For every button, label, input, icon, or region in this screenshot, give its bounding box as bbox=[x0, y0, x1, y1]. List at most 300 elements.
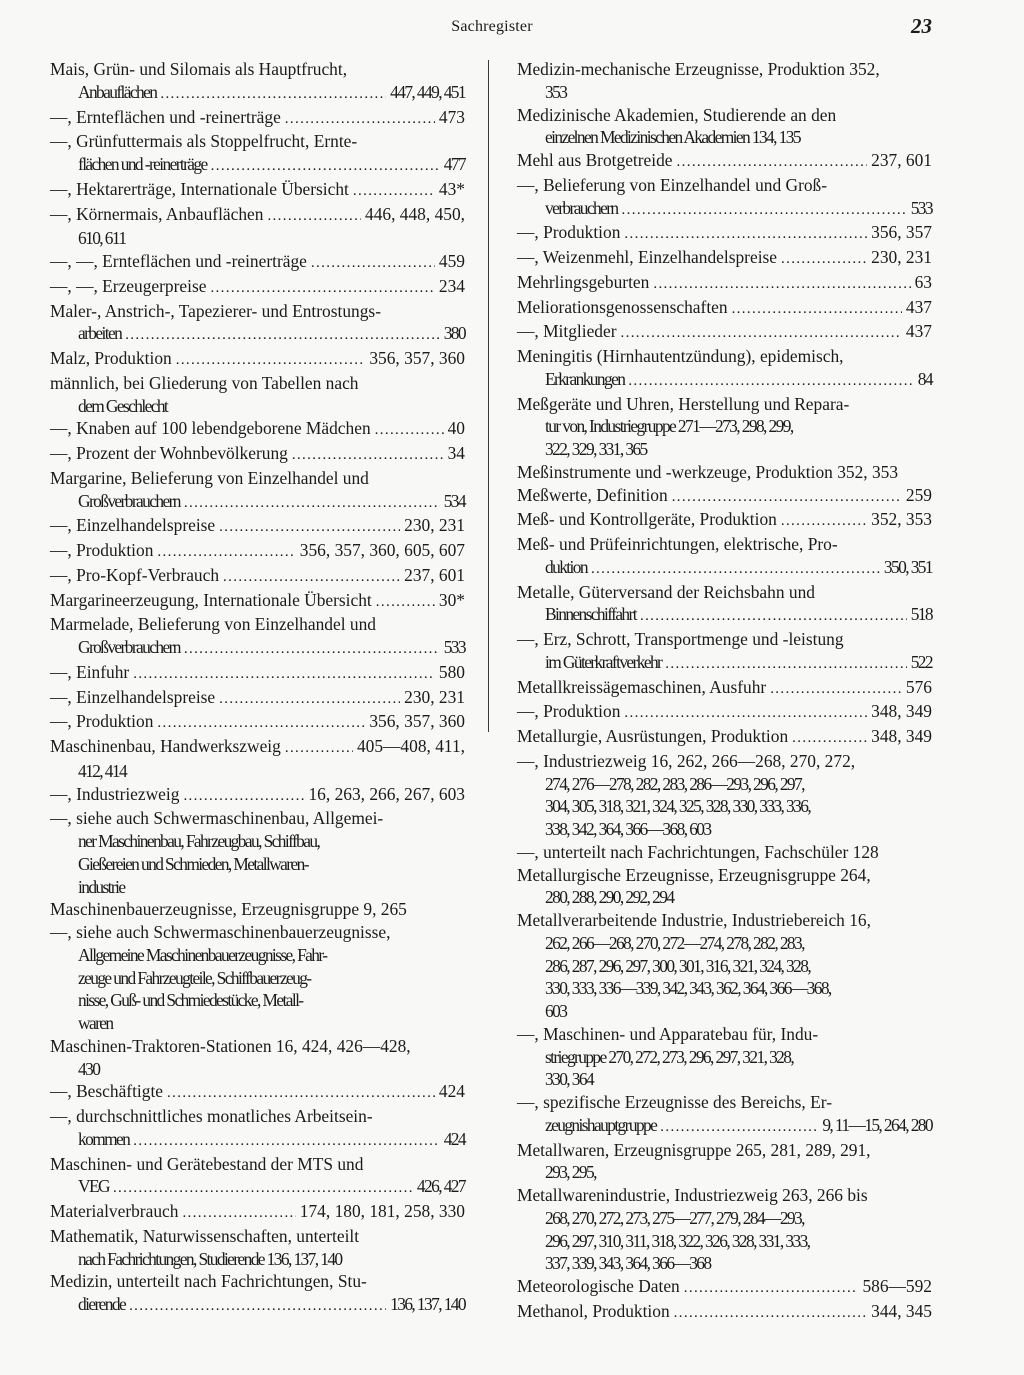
entry-text: Meßwerte, Definition bbox=[517, 484, 668, 505]
dot-leader bbox=[183, 783, 304, 808]
entry-text: Erkrankungen bbox=[545, 368, 625, 389]
entry-continuation bbox=[50, 853, 465, 876]
entry-text: 430 bbox=[78, 1058, 100, 1079]
entry-text: —, Produktion bbox=[50, 540, 154, 560]
dot-leader bbox=[285, 106, 435, 131]
index-entry bbox=[517, 1184, 932, 1275]
entry-text: Maschinen-Traktoren-Stationen 16, 424, 426—428, bbox=[50, 1035, 411, 1056]
entry-text: duktion bbox=[545, 556, 587, 577]
page-references: 437 bbox=[905, 321, 932, 342]
entry-continuation bbox=[50, 830, 465, 853]
index-entry bbox=[50, 58, 465, 106]
index-entry bbox=[50, 735, 465, 783]
entry-text: Margarineerzeugung, Internationale Übersicht bbox=[50, 589, 372, 610]
entry-text: Maschinenbau, Handwerkszweig bbox=[50, 736, 281, 756]
index-entry bbox=[50, 372, 465, 418]
entry-continuation bbox=[517, 438, 932, 461]
entry-text: 274, 276—278, 282, 283, 286—293, 296, 297, bbox=[545, 773, 804, 794]
entry-text: ner Maschinenbau, Fahrzeugbau, Schiffbau, bbox=[78, 831, 320, 851]
page-references: 576 bbox=[905, 676, 932, 697]
page-header bbox=[0, 14, 1024, 40]
dot-leader bbox=[674, 1300, 867, 1325]
page-references: 230, 231 bbox=[404, 686, 465, 707]
page-references: 30* bbox=[438, 589, 465, 610]
page-references: 356, 357, 360, 605, 607 bbox=[299, 540, 465, 560]
dot-leader bbox=[157, 539, 295, 564]
entry-text: Binnenschiffahrt bbox=[545, 604, 636, 625]
entry-text: —, Industriezweig 16, 262, 266—268, 270, 272, bbox=[517, 750, 856, 771]
index-entry bbox=[50, 178, 465, 203]
entry-heading bbox=[517, 345, 932, 368]
page-references: 518 bbox=[910, 604, 932, 625]
page-references: 34 bbox=[447, 443, 465, 463]
entry-heading bbox=[517, 581, 932, 604]
entry-heading bbox=[50, 710, 465, 735]
entry-heading bbox=[517, 700, 932, 725]
entry-text: —, Pro-Kopf-Verbrauch bbox=[50, 564, 220, 585]
entry-text: 338, 342, 364, 366—368, 603 bbox=[545, 819, 711, 839]
entry-text: verbrauchern bbox=[545, 197, 618, 218]
entry-text: Malz, Produktion bbox=[50, 348, 172, 368]
index-entry bbox=[517, 1023, 932, 1091]
entry-heading bbox=[50, 613, 465, 636]
entry-text: Meßinstrumente und -werkzeuge, Produktion 352, 353 bbox=[517, 461, 899, 482]
entry-text: Anbauflächen bbox=[78, 81, 157, 102]
index-entry bbox=[50, 300, 465, 348]
entry-text: —, Ernteflächen und -reinerträge bbox=[50, 106, 281, 127]
dot-leader bbox=[628, 368, 913, 393]
entry-heading bbox=[517, 864, 932, 887]
entry-heading bbox=[50, 178, 465, 203]
entry-continuation bbox=[517, 1252, 932, 1275]
entry-continuation bbox=[50, 490, 465, 515]
entry-heading bbox=[50, 1270, 465, 1293]
page-references: 234 bbox=[438, 275, 465, 296]
entry-continuation bbox=[517, 795, 932, 818]
page-references: 230, 231 bbox=[871, 247, 932, 267]
entry-heading bbox=[517, 1139, 932, 1162]
entry-continuation bbox=[50, 81, 465, 106]
page-references: 437 bbox=[905, 296, 932, 317]
entry-text: kommen bbox=[78, 1128, 130, 1149]
dot-leader bbox=[653, 271, 910, 296]
page-references: 350, 351 bbox=[883, 556, 932, 577]
entry-text: —, Einzelhandelspreise bbox=[50, 686, 216, 707]
entry-text: Metallwarenindustrie, Industriezweig 263, 266 bis bbox=[517, 1185, 868, 1205]
entry-heading bbox=[50, 442, 465, 467]
entry-heading bbox=[517, 909, 932, 932]
page-references: 380 bbox=[443, 323, 465, 344]
page-references: 344, 345 bbox=[871, 1300, 932, 1321]
entry-heading bbox=[517, 221, 932, 246]
entry-text: Maschinen- und Gerätebestand der MTS und bbox=[50, 1153, 364, 1174]
page-references: 522 bbox=[910, 651, 932, 672]
entry-heading bbox=[517, 628, 932, 651]
entry-heading bbox=[50, 1225, 465, 1248]
dot-leader bbox=[640, 603, 907, 628]
entry-heading bbox=[50, 898, 465, 921]
page-references: 580 bbox=[438, 661, 465, 682]
entry-text: tur von, Industriegruppe 271—273, 298, 299, bbox=[545, 416, 793, 437]
index-entry bbox=[517, 1275, 932, 1300]
index-entry bbox=[517, 1300, 932, 1325]
entry-heading bbox=[50, 300, 465, 323]
entry-heading bbox=[517, 725, 932, 750]
entry-continuation bbox=[517, 1230, 932, 1253]
entry-continuation bbox=[50, 322, 465, 347]
index-entry bbox=[517, 320, 932, 345]
entry-text: 304, 305, 318, 321, 324, 325, 328, 330, 333, 336, bbox=[545, 796, 811, 817]
dot-leader bbox=[125, 322, 440, 347]
entry-text: Margarine, Belieferung von Einzelhandel und bbox=[50, 467, 369, 488]
entry-continuation bbox=[517, 415, 932, 438]
index-entry bbox=[517, 1091, 932, 1139]
entry-text: Medizinische Akademien, Studierende an den bbox=[517, 104, 837, 125]
entry-continuation bbox=[50, 876, 465, 899]
entry-heading bbox=[50, 372, 465, 395]
dot-leader bbox=[182, 1200, 295, 1225]
entry-text: Mehrlingsgeburten bbox=[517, 271, 650, 292]
entry-text: —, siehe auch Schwermaschinenbauerzeugnisse, bbox=[50, 922, 391, 942]
dot-leader bbox=[660, 1114, 818, 1139]
entry-continuation bbox=[50, 944, 465, 967]
page-references: 16, 263, 266, 267, 603 bbox=[308, 783, 465, 804]
dot-leader bbox=[210, 275, 434, 300]
entry-heading bbox=[50, 783, 465, 808]
entry-continuation bbox=[50, 1128, 465, 1153]
entry-text: Meteorologische Daten bbox=[517, 1276, 680, 1296]
entry-continuation bbox=[517, 126, 932, 149]
entry-text: —, siehe auch Schwermaschinenbau, Allgemei- bbox=[50, 808, 384, 829]
page-references: 356, 357, 360 bbox=[369, 711, 465, 732]
index-column-right bbox=[517, 58, 932, 1325]
entry-continuation bbox=[50, 1058, 465, 1081]
entry-heading bbox=[50, 1105, 465, 1128]
entry-heading bbox=[50, 130, 465, 153]
entry-text: 353 bbox=[545, 81, 567, 102]
entry-heading bbox=[517, 174, 932, 197]
index-entry bbox=[50, 807, 465, 898]
entry-heading bbox=[517, 841, 932, 864]
dot-leader bbox=[129, 1293, 386, 1318]
page-references: 424 bbox=[443, 1128, 465, 1149]
page-references: 356, 357 bbox=[871, 222, 932, 243]
entry-heading bbox=[50, 467, 465, 490]
entry-continuation bbox=[50, 760, 465, 783]
dot-leader bbox=[684, 1275, 859, 1300]
page-references: 9, 11—15, 264, 280 bbox=[822, 1114, 932, 1135]
entry-text: Großverbrauchern bbox=[78, 637, 180, 657]
entry-text: —, Hektarerträge, Internationale Übersicht bbox=[50, 178, 349, 199]
index-entry bbox=[50, 1035, 465, 1081]
entry-heading bbox=[50, 347, 465, 372]
dot-leader bbox=[113, 1175, 413, 1200]
dot-leader bbox=[211, 153, 440, 178]
entry-continuation bbox=[50, 1175, 465, 1200]
entry-continuation bbox=[50, 1012, 465, 1035]
entry-text: —, durchschnittliches monatliches Arbeitsein- bbox=[50, 1106, 373, 1126]
entry-text: —, Produktion bbox=[517, 701, 621, 722]
entry-heading bbox=[517, 58, 932, 81]
entry-text: —, Industriezweig bbox=[50, 783, 180, 804]
entry-text: —, Belieferung von Einzelhandel und Groß- bbox=[517, 174, 828, 195]
entry-continuation bbox=[50, 153, 465, 178]
entry-heading bbox=[50, 539, 465, 564]
index-entry bbox=[50, 1270, 465, 1318]
index-entry bbox=[517, 296, 932, 321]
index-entry bbox=[50, 203, 465, 251]
entry-text: Gießereien und Schmieden, Metallwaren- bbox=[78, 853, 308, 874]
entry-text: arbeiten bbox=[78, 323, 122, 344]
entry-text: flächen und -reinerträge bbox=[78, 154, 207, 174]
entry-text: nisse, Guß- und Schmiedestücke, Metall- bbox=[78, 990, 303, 1011]
page-number: 23 bbox=[911, 14, 932, 38]
entry-text: männlich, bei Gliederung von Tabellen nach bbox=[50, 372, 359, 393]
entry-text: Medizin, unterteilt nach Fachrichtungen, Stu- bbox=[50, 1271, 367, 1292]
index-entry bbox=[50, 921, 465, 1035]
dot-leader bbox=[624, 700, 867, 725]
index-entry bbox=[517, 700, 932, 725]
page-references: 534 bbox=[443, 490, 465, 511]
index-entry bbox=[50, 539, 465, 564]
entry-continuation bbox=[517, 773, 932, 796]
entry-continuation bbox=[517, 556, 932, 581]
page-references: 348, 349 bbox=[871, 701, 932, 722]
entry-continuation bbox=[50, 967, 465, 990]
entry-continuation bbox=[517, 368, 932, 393]
index-entry bbox=[517, 393, 932, 461]
entry-text: Metallurgische Erzeugnisse, Erzeugnisgruppe 264, bbox=[517, 864, 871, 885]
entry-heading bbox=[50, 921, 465, 944]
entry-heading bbox=[50, 514, 465, 539]
entry-continuation bbox=[50, 395, 465, 418]
entry-heading bbox=[50, 1200, 465, 1225]
entry-continuation bbox=[517, 1207, 932, 1230]
entry-text: 322, 329, 331, 365 bbox=[545, 439, 647, 459]
page-references: 237, 601 bbox=[404, 564, 465, 585]
page-references: 230, 231 bbox=[404, 515, 465, 536]
dot-leader bbox=[157, 710, 365, 735]
entry-heading bbox=[50, 106, 465, 131]
entry-heading bbox=[517, 461, 932, 484]
entry-heading bbox=[517, 484, 932, 509]
entry-heading bbox=[517, 1091, 932, 1114]
entry-continuation bbox=[517, 603, 932, 628]
entry-continuation bbox=[517, 1000, 932, 1023]
index-entry bbox=[50, 1153, 465, 1201]
entry-text: Meß- und Kontrollgeräte, Produktion bbox=[517, 509, 777, 530]
entry-text: Metallkreissägemaschinen, Ausfuhr bbox=[517, 676, 767, 697]
entry-text: Meliorationsgenossenschaften bbox=[517, 296, 728, 317]
entry-heading bbox=[50, 807, 465, 830]
entry-heading bbox=[517, 271, 932, 296]
entry-continuation bbox=[517, 1114, 932, 1139]
index-entry bbox=[517, 58, 932, 104]
index-entry bbox=[517, 149, 932, 174]
index-entry bbox=[517, 676, 932, 701]
page-references: 477 bbox=[443, 154, 465, 174]
entry-text: —, Produktion bbox=[50, 711, 154, 732]
entry-text: Meß- und Prüfeinrichtungen, elektrische, Pro- bbox=[517, 534, 838, 554]
entry-continuation bbox=[517, 1046, 932, 1069]
page-references: 424 bbox=[438, 1081, 465, 1102]
entry-heading bbox=[50, 275, 465, 300]
index-entry bbox=[50, 613, 465, 661]
entry-heading bbox=[517, 1184, 932, 1207]
entry-continuation bbox=[50, 636, 465, 661]
index-entry bbox=[517, 271, 932, 296]
entry-text: —, Weizenmehl, Einzelhandelspreise bbox=[517, 247, 778, 267]
entry-text: 262, 266—268, 270, 272—274, 278, 282, 283, bbox=[545, 932, 804, 953]
entry-text: waren bbox=[78, 1013, 113, 1033]
index-entry bbox=[50, 347, 465, 372]
index-entry bbox=[517, 841, 932, 864]
dot-leader bbox=[223, 564, 400, 589]
index-entry bbox=[517, 221, 932, 246]
index-entry bbox=[50, 589, 465, 614]
entry-text: Meßgeräte und Uhren, Herstellung und Repara- bbox=[517, 393, 850, 414]
index-entry bbox=[50, 564, 465, 589]
index-entry bbox=[50, 467, 465, 515]
dot-leader bbox=[311, 250, 435, 275]
entry-text: im Güterkraftverkehr bbox=[545, 651, 662, 672]
dot-leader bbox=[219, 686, 400, 711]
entry-text: —, —, Erzeugerpreise bbox=[50, 275, 207, 296]
dot-leader bbox=[160, 81, 386, 106]
entry-text: Meningitis (Hirnhautentzündung), epidemisch, bbox=[517, 346, 844, 366]
dot-leader bbox=[267, 203, 361, 228]
index-entry bbox=[50, 783, 465, 808]
entry-continuation bbox=[517, 651, 932, 676]
entry-continuation bbox=[50, 1248, 465, 1271]
entry-text: Metallverarbeitende Industrie, Industriebereich 16, bbox=[517, 910, 871, 930]
index-entry bbox=[50, 1225, 465, 1271]
index-entry bbox=[517, 246, 932, 271]
entry-heading bbox=[50, 1153, 465, 1176]
entry-continuation bbox=[517, 886, 932, 909]
entry-heading bbox=[517, 1300, 932, 1325]
dot-leader bbox=[353, 178, 435, 203]
index-entry bbox=[50, 898, 465, 921]
entry-heading bbox=[517, 320, 932, 345]
entry-heading bbox=[50, 417, 465, 442]
entry-text: Mehl aus Brotgetreide bbox=[517, 150, 673, 170]
index-entry bbox=[517, 750, 932, 841]
entry-text: Allgemeine Maschinenbauerzeugnisse, Fahr- bbox=[78, 944, 327, 965]
entry-continuation bbox=[517, 197, 932, 222]
dot-leader bbox=[591, 556, 880, 581]
index-entry bbox=[517, 345, 932, 393]
entry-text: 293, 295, bbox=[545, 1162, 596, 1183]
page-references: 237, 601 bbox=[871, 150, 932, 170]
entry-text: Mathematik, Naturwissenschaften, unterteilt bbox=[50, 1225, 360, 1246]
index-entry bbox=[517, 725, 932, 750]
entry-text: —, Produktion bbox=[517, 222, 621, 243]
page-references: 84 bbox=[917, 368, 932, 389]
dot-leader bbox=[665, 651, 906, 676]
entry-text: —, Maschinen- und Apparatebau für, Indu- bbox=[517, 1023, 819, 1044]
entry-heading bbox=[517, 393, 932, 416]
entry-text: dem Geschlecht bbox=[78, 395, 168, 416]
page-references: 174, 180, 181, 258, 330 bbox=[299, 1201, 465, 1221]
entry-heading bbox=[50, 564, 465, 589]
page-references: 447, 449, 451 bbox=[390, 81, 465, 102]
index-entry bbox=[50, 1080, 465, 1105]
entry-continuation bbox=[517, 955, 932, 978]
index-entry bbox=[50, 275, 465, 300]
index-entry bbox=[50, 250, 465, 275]
entry-text: 268, 270, 272, 273, 275—277, 279, 284—293, bbox=[545, 1207, 804, 1228]
entry-text: Materialverbrauch bbox=[50, 1201, 179, 1221]
index-entry bbox=[517, 1139, 932, 1185]
entry-heading bbox=[517, 1023, 932, 1046]
entry-text: nach Fachrichtungen, Studierende 136, 137, 140 bbox=[78, 1248, 342, 1269]
index-entry bbox=[50, 710, 465, 735]
dot-leader bbox=[375, 417, 444, 442]
page-references: 459 bbox=[438, 251, 465, 271]
index-entry bbox=[517, 104, 932, 150]
dot-leader bbox=[167, 1080, 435, 1105]
running-head: Sachregister bbox=[451, 18, 533, 35]
entry-text: —, spezifische Erzeugnisse des Bereichs, Er- bbox=[517, 1092, 832, 1112]
entry-text: —, Knaben auf 100 lebendgeborene Mädchen bbox=[50, 418, 371, 439]
entry-text: Medizin-mechanische Erzeugnisse, Produktion 352, bbox=[517, 59, 880, 79]
index-entry bbox=[517, 508, 932, 533]
entry-continuation bbox=[50, 227, 465, 250]
dot-leader bbox=[624, 221, 867, 246]
page-references: 586—592 bbox=[862, 1276, 932, 1296]
entry-text: —, unterteilt nach Fachrichtungen, Fachschüler 128 bbox=[517, 841, 879, 862]
entry-heading bbox=[517, 246, 932, 271]
dot-leader bbox=[781, 246, 867, 271]
entry-text: 286, 287, 296, 297, 300, 301, 316, 321, 324, 328, bbox=[545, 955, 811, 976]
dot-leader bbox=[622, 197, 907, 222]
dot-leader bbox=[184, 636, 440, 661]
entry-continuation bbox=[517, 81, 932, 104]
entry-continuation bbox=[517, 977, 932, 1000]
dot-leader bbox=[621, 320, 902, 345]
dot-leader bbox=[184, 490, 440, 515]
entry-continuation bbox=[50, 1293, 465, 1318]
entry-text: —, Einzelhandelspreise bbox=[50, 515, 216, 536]
entry-text: einzelnen Medizinischen Akademien 134, 135 bbox=[545, 127, 800, 148]
entry-heading bbox=[50, 735, 465, 760]
index-entry bbox=[517, 864, 932, 910]
entry-text: 603 bbox=[545, 1001, 567, 1021]
index-entry bbox=[50, 686, 465, 711]
entry-text: —, Beschäftigte bbox=[50, 1081, 164, 1102]
page-references: 446, 448, 450, bbox=[365, 203, 465, 224]
index-column-left bbox=[50, 58, 465, 1318]
entry-continuation bbox=[517, 1161, 932, 1184]
page-references: 426, 427 bbox=[416, 1176, 465, 1197]
dot-leader bbox=[133, 1128, 439, 1153]
index-entry bbox=[517, 909, 932, 1023]
dot-leader bbox=[732, 296, 902, 321]
entry-continuation bbox=[517, 818, 932, 841]
entry-text: 330, 333, 336—339, 342, 343, 362, 364, 366—368, bbox=[545, 978, 831, 999]
entry-text: 412, 414 bbox=[78, 760, 127, 781]
index-entry bbox=[517, 484, 932, 509]
entry-text: 337, 339, 343, 364, 366—368 bbox=[545, 1253, 711, 1274]
page-references: 40 bbox=[447, 418, 465, 439]
entry-heading bbox=[517, 508, 932, 533]
entry-heading bbox=[50, 589, 465, 614]
entry-text: —, Grünfuttermais als Stoppelfrucht, Ernte- bbox=[50, 131, 358, 152]
dot-leader bbox=[285, 735, 353, 760]
index-entry bbox=[50, 661, 465, 686]
dot-leader bbox=[672, 484, 902, 509]
